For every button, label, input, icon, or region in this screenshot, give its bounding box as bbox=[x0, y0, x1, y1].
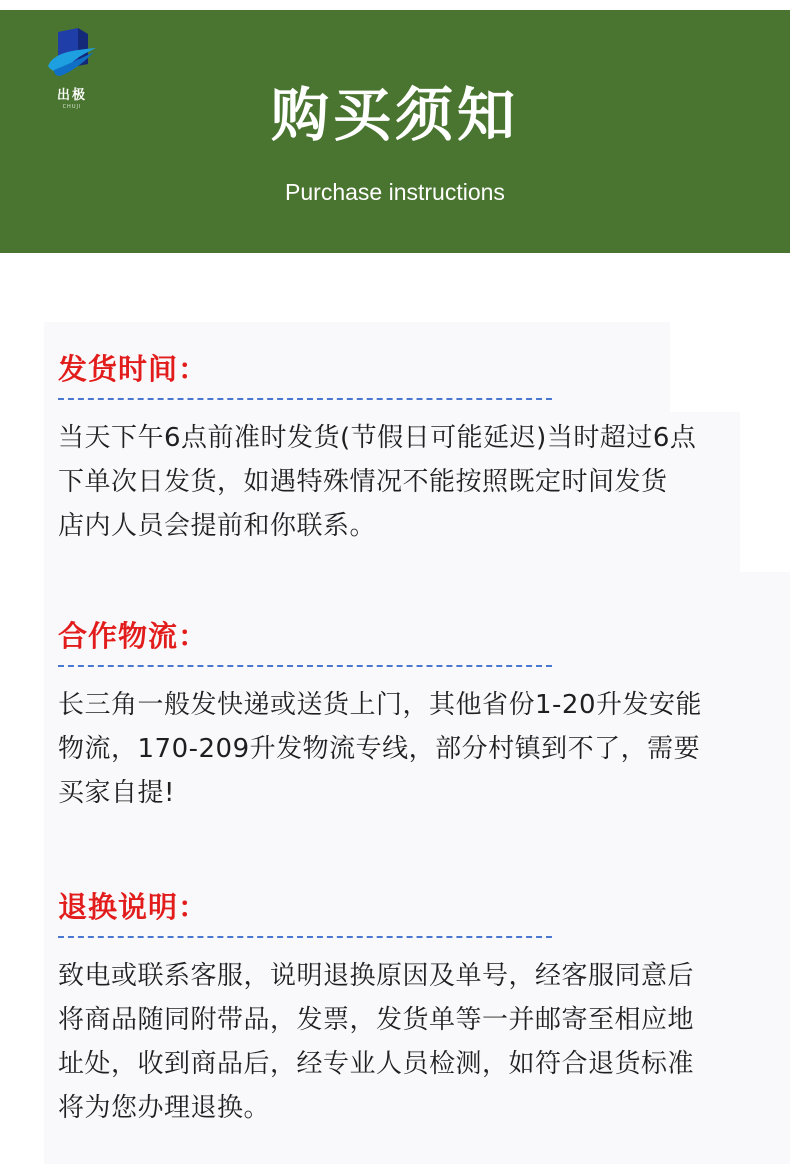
body-line: 致电或联系客服，说明退换原因及单号，经客服同意后 bbox=[58, 961, 695, 991]
section-logistics bbox=[58, 617, 758, 815]
page-title: 购买须知 bbox=[270, 81, 519, 149]
building-swoosh-logo-icon bbox=[44, 26, 100, 84]
body-line: 店内人员会提前和你联系。 bbox=[58, 511, 377, 541]
body-line: 将为您办理退换。 bbox=[58, 1093, 271, 1123]
section-body bbox=[58, 954, 758, 1130]
body-line: 将商品随同附带品，发票，发货单等一并邮寄至相应地 bbox=[58, 1005, 695, 1035]
section-body bbox=[58, 416, 758, 548]
body-line: 址处，收到商品后，经专业人员检测，如符合退货标准 bbox=[58, 1049, 695, 1079]
section-shipping-time bbox=[58, 350, 758, 548]
section-body bbox=[58, 683, 758, 815]
body-line: 买家自提! bbox=[58, 778, 175, 808]
page-subtitle: Purchase instructions bbox=[285, 179, 505, 205]
section-returns bbox=[58, 888, 758, 1130]
dashed-divider bbox=[58, 936, 552, 938]
section-heading: 合作物流： bbox=[58, 619, 209, 653]
dashed-divider bbox=[58, 665, 552, 667]
body-line: 长三角一般发快递或送货上门，其他省份1-20升发安能 bbox=[58, 690, 703, 720]
logo-brand-pinyin: CHUJI bbox=[62, 104, 82, 110]
body-line: 下单次日发货，如遇特殊情况不能按照既定时间发货 bbox=[58, 467, 668, 497]
header-banner bbox=[0, 0, 790, 253]
logo-brand-name: 出极 bbox=[56, 88, 87, 103]
body-line: 物流，170-209升发物流专线，部分村镇到不了，需要 bbox=[58, 734, 701, 764]
section-heading: 发货时间： bbox=[58, 352, 209, 386]
body-line: 当天下午6点前准时发货(节假日可能延迟)当时超过6点 bbox=[58, 423, 697, 453]
section-heading: 退换说明： bbox=[58, 890, 209, 924]
dashed-divider bbox=[58, 398, 552, 400]
